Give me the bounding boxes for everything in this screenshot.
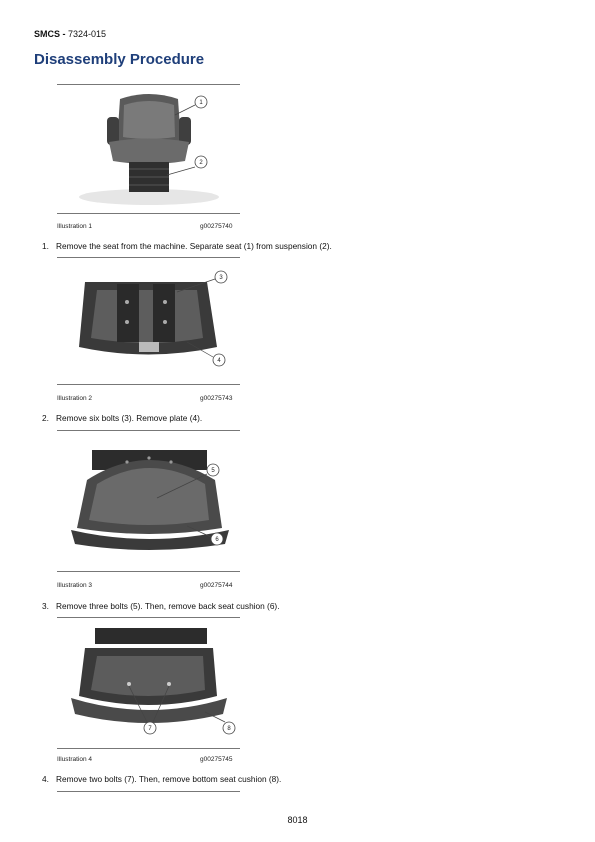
- divider: [57, 384, 240, 385]
- step-4-number: 4.: [42, 774, 49, 784]
- illustration-1-image: [57, 87, 240, 209]
- step-4: [42, 774, 281, 784]
- step-3: [42, 601, 280, 611]
- step-3-text: Remove three bolts (5). Then, remove back seat cushion (6).: [56, 601, 280, 611]
- step-1-number: 1.: [42, 241, 49, 251]
- divider: [57, 791, 240, 792]
- illustration-3-id: g00275744: [200, 582, 233, 589]
- illustration-4-caption: Illustration 4: [57, 756, 93, 763]
- illustration-1-id: g00275740: [200, 223, 233, 230]
- illustration-4-image: [57, 624, 240, 742]
- divider: [57, 617, 240, 618]
- divider: [57, 748, 240, 749]
- smcs-label: SMCS -: [34, 29, 66, 39]
- illustration-2-id: g00275743: [200, 395, 233, 402]
- illustration-4-id: g00275745: [200, 756, 233, 763]
- divider: [57, 571, 240, 572]
- callout-4-label: 4: [217, 358, 221, 364]
- page-title: Disassembly Procedure: [34, 51, 205, 68]
- divider: [57, 213, 240, 214]
- smcs-line: [34, 29, 106, 39]
- illustration-2-caption: Illustration 2: [57, 395, 93, 402]
- divider: [57, 257, 240, 258]
- step-1: [42, 241, 332, 251]
- callout-2-label: 2: [199, 160, 203, 166]
- step-4-text: Remove two bolts (7). Then, remove bottom seat cushion (8).: [56, 774, 282, 784]
- callout-6-label: 6: [215, 537, 219, 543]
- step-2-text: Remove six bolts (3). Remove plate (4).: [56, 413, 203, 423]
- callout-5-label: 5: [211, 468, 215, 474]
- step-2-number: 2.: [42, 413, 49, 423]
- illustration-2-image: [57, 262, 240, 374]
- callout-7-label: 7: [148, 726, 152, 732]
- callout-8-label: 8: [227, 726, 231, 732]
- smcs-code: 7324-015: [68, 29, 107, 39]
- divider: [57, 84, 240, 85]
- callout-3-label: 3: [219, 275, 223, 281]
- callout-1-label: 1: [199, 100, 203, 106]
- illustration-3-image: [57, 440, 240, 558]
- page-number: 8018: [287, 815, 308, 825]
- step-1-text: Remove the seat from the machine. Separate seat (1) from suspension (2).: [56, 241, 332, 251]
- step-3-number: 3.: [42, 601, 49, 611]
- step-2: [42, 413, 202, 423]
- illustration-1-caption: Illustration 1: [57, 223, 93, 230]
- divider: [57, 430, 240, 431]
- illustration-3-caption: Illustration 3: [57, 582, 93, 589]
